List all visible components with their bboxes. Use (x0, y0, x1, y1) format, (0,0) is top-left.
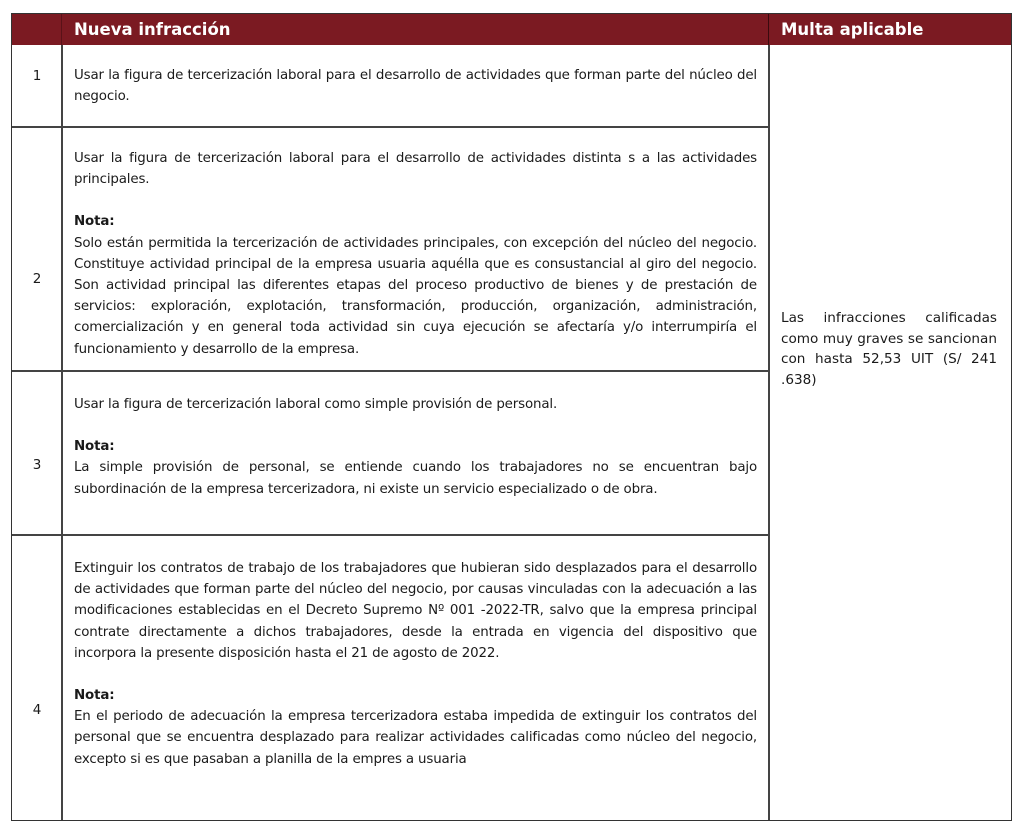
nota-text: En el periodo de adecuación la empresa tercerizadora estaba impedida de extinguir los contratos del personal que se encuentra desplazado para realizar actividades calificadas como núcleo del negocio, excepto si es que pasaban a planilla de la empres a usuaria (74, 709, 757, 767)
infraction-text: Usar la figura de tercerización laboral como simple provisión de personal. (74, 397, 558, 412)
table-header (12, 14, 1011, 45)
row-number: 4 (32, 702, 42, 718)
infraction-text-cell (74, 558, 757, 770)
row-divider-3 (12, 534, 769, 536)
infractions-table (11, 13, 1012, 821)
header-nueva-infraccion: Nueva infracción (62, 14, 769, 45)
nota-label: Nota: (74, 439, 115, 455)
row-number: 2 (32, 271, 42, 287)
infraction-text-cell (74, 394, 757, 500)
column-divider-multa (768, 45, 770, 820)
row-divider-2 (12, 370, 769, 372)
header-number (12, 14, 62, 45)
header-multa-aplicable: Multa aplicable (781, 20, 924, 39)
multa-aplicable-cell (781, 308, 997, 390)
multa-text: Las infracciones calificadas como muy graves se sancionan con hasta 52,53 UIT (S/ 241 .638) (781, 310, 997, 388)
nota-text: Solo están permitida la tercerización de actividades principales, con excepción del núcleo del negocio. Constituye actividad principal de la empresa usuaria aquélla que es consustancial al giro del negocio. Son actividad principal las diferentes etapas del proceso productivo de bienes y de prestación de servicios: exploración, explotación, transformación, producción, organización, administración, comercialización y en general toda actividad sin cuya ejecución se afectaría y/o interrumpiría el funcionamiento y desarrollo de la empresa. (74, 235, 757, 357)
row-number: 3 (32, 457, 42, 473)
infraction-text-cell (74, 148, 757, 360)
infraction-text: Extinguir los contratos de trabajo de los trabajadores que hubieran sido desplazados para el desarrollo de actividades que forman parte del núcleo del negocio, por causas vinculadas con la adecuación a las modificaciones establecidas en el Decreto Supremo Nº 001 -2022-TR, salvo que la empresa principal contrate directamente a dichos trabajadores, desde la entrada en vigencia del dispositivo que incorpora la presente disposición hasta el 21 de agosto de 2022. (74, 561, 757, 661)
nota-label: Nota: (74, 688, 115, 704)
infraction-text-cell (74, 65, 757, 107)
nota-label: Nota: (74, 214, 115, 230)
nota-text: La simple provisión de personal, se entiende cuando los trabajadores no se encuentran bajo subordinación de la empresa tercerizadora, ni existe un servicio especializado o de obra. (74, 460, 757, 497)
row-number: 1 (32, 68, 42, 84)
infraction-text: Usar la figura de tercerización laboral para el desarrollo de actividades distinta s a las actividades principales. (74, 151, 757, 188)
row-divider-1 (12, 126, 769, 128)
infraction-text: Usar la figura de tercerización laboral para el desarrollo de actividades que forman parte del núcleo del negocio. (74, 68, 757, 105)
